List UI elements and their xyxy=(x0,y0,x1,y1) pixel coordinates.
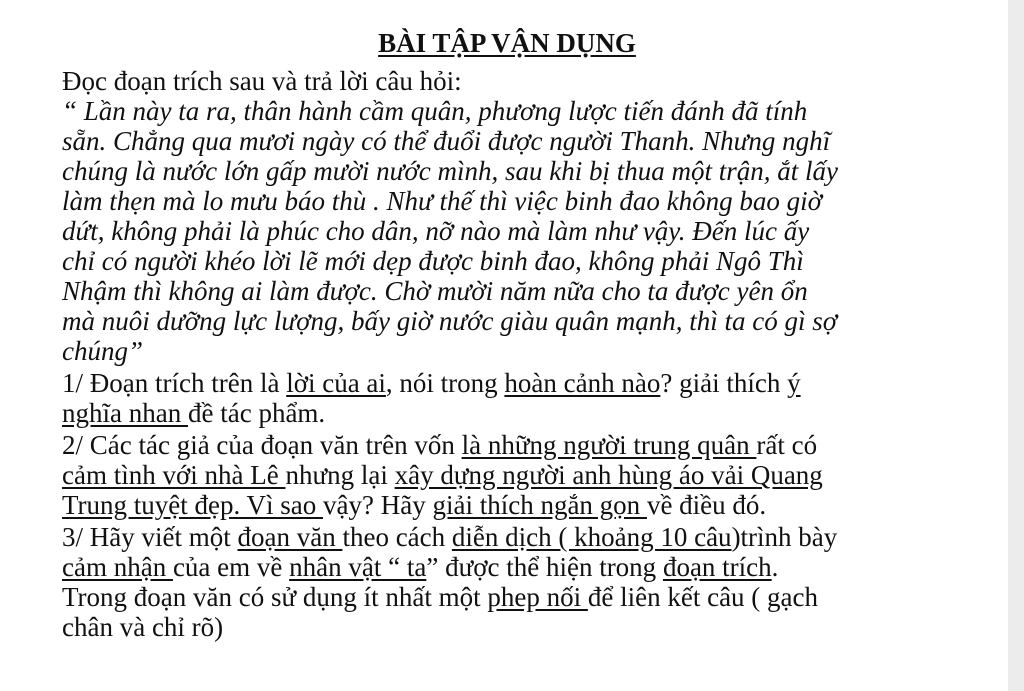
underlined-phrase: lời của ai xyxy=(286,368,386,398)
text-segment: ? giải thích xyxy=(660,368,788,398)
question-3 xyxy=(62,522,982,642)
question-line xyxy=(62,522,982,552)
text-segment: 3/ Hãy viết một xyxy=(62,522,238,552)
question-line xyxy=(62,582,982,612)
question-2 xyxy=(62,430,982,520)
underlined-phrase: cảm nhận xyxy=(62,552,173,582)
question-1 xyxy=(62,368,982,428)
text-segment: Trong đoạn văn có sử dụng ít nhất một xyxy=(62,582,488,612)
passage-line: chỉ có người khéo lời lẽ mới dẹp được binh đao, không phải Ngô Thì xyxy=(62,246,804,276)
question-line xyxy=(62,368,982,398)
passage-line: dứt, không phải là phúc cho dân, nỡ nào mà làm như vậy. Đến lúc ấy xyxy=(62,216,810,246)
text-segment: nhưng lại xyxy=(285,460,395,490)
passage-line: làm thẹn mà lo mưu báo thù . Như thế thì việc binh đao không bao giờ xyxy=(62,186,823,216)
text-segment: để liên kết câu ( gạch xyxy=(587,582,819,612)
underlined-phrase: nhân vật “ ta xyxy=(289,552,427,582)
text-segment: )trình bày xyxy=(731,522,838,552)
text-segment: vậy? Hãy xyxy=(323,490,433,520)
text-segment: . xyxy=(771,552,779,582)
underlined-phrase: diễn dịch ( khoảng 10 câu xyxy=(451,522,732,552)
text-segment: , nói trong xyxy=(385,368,505,398)
text-segment: về điều đó. xyxy=(646,490,767,520)
underlined-phrase: Trung tuyệt đẹp. Vì sao xyxy=(62,490,324,520)
text-segment: của em về xyxy=(172,552,290,582)
text-segment: chân và chỉ rõ) xyxy=(62,612,224,642)
text-segment: ” được thể hiện trong xyxy=(426,552,663,582)
underlined-phrase: ý xyxy=(787,368,801,398)
document-body xyxy=(62,66,982,642)
passage-line: Nhậm thì không ai làm được. Chờ mười năm nữa cho ta được yên ổn xyxy=(62,276,808,306)
underlined-phrase: đoạn văn xyxy=(237,522,343,552)
question-line xyxy=(62,612,982,642)
page-title: BÀI TẬP VẬN DỤNG xyxy=(378,28,636,58)
question-line xyxy=(62,460,982,490)
passage-line: mà nuôi dưỡng lực lượng, bấy giờ nước giàu quân mạnh, thì ta có gì sợ xyxy=(62,306,838,336)
text-segment: theo cách xyxy=(342,522,452,552)
question-line xyxy=(62,398,982,428)
page-edge-shadow xyxy=(1008,0,1024,691)
text-segment: 1/ Đoạn trích trên là xyxy=(62,368,287,398)
underlined-phrase: hoàn cảnh nào xyxy=(504,368,661,398)
passage-line: chúng là nước lớn gấp mười nước mình, sau khi bị thua một trận, ắt lấy xyxy=(62,156,839,186)
passage-line: “ Lần này ta ra, thân hành cầm quân, phương lược tiến đánh đã tính xyxy=(62,96,808,126)
passage-line: chúng” xyxy=(62,336,143,366)
text-segment: đề tác phẩm. xyxy=(187,398,326,428)
underlined-phrase: là những người trung quân xyxy=(461,430,757,460)
underlined-phrase: cảm tình với nhà Lê xyxy=(62,460,286,490)
underlined-phrase: giải thích ngắn gọn xyxy=(432,490,647,520)
intro-instruction: Đọc đoạn trích sau và trả lời câu hỏi: xyxy=(62,66,462,96)
quoted-passage xyxy=(62,96,982,366)
underlined-phrase: nghĩa nhan xyxy=(62,398,188,428)
question-line xyxy=(62,490,982,520)
text-segment: 2/ Các tác giả của đoạn văn trên vốn xyxy=(62,430,462,460)
underlined-phrase: đoạn trích xyxy=(662,552,772,582)
question-line xyxy=(62,430,982,460)
passage-line: sẵn. Chẳng qua mươi ngày có thể đuổi được người Thanh. Nhưng nghĩ xyxy=(62,126,831,156)
text-segment: rất có xyxy=(756,430,818,460)
question-line xyxy=(62,552,982,582)
underlined-phrase: phep nối xyxy=(487,582,588,612)
underlined-phrase: xây dựng người anh hùng áo vải Quang xyxy=(394,460,823,490)
